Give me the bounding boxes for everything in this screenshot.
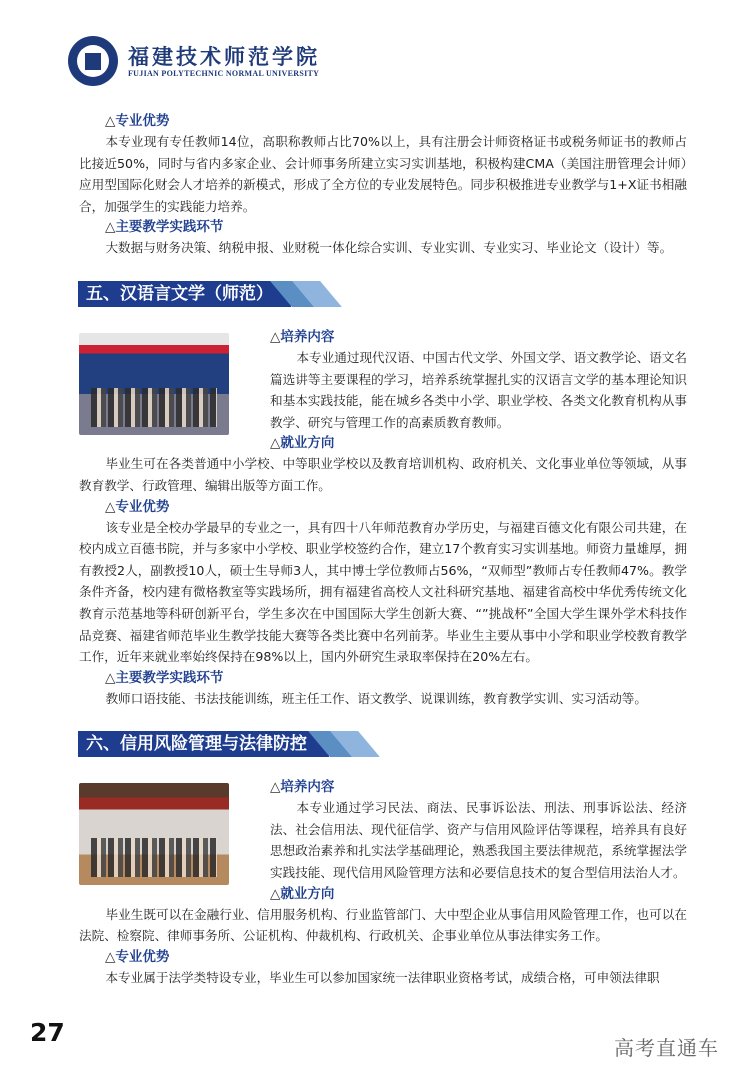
practice-text: 教师口语技能、书法技能训练，班主任工作、语文教学、说课训练，教育教学实训、实习活动等。 — [105, 690, 647, 706]
advantage-text: 该专业是全校办学最早的专业之一，具有四十八年师范教育办学历史，与福建百德文化有限公司共建，在校内成立百德书院，并与多家中小学校、职业学校签约合作，建立17个教育实习实训基地。师资力量雄厚，拥有教授2人，副教授10人，硕士生导师3人，其中博士学位教师占56%，“双师型”教师占专任教师47%。教学条件齐备，校内建有微格教室等实践场所，拥有福建省高校人文社科研究基地、福建省高校中华优秀传统文化教育示范基地等科研创新平台，学生多次在中国国际大学生创新大赛、“”挑战杯”全国大学生课外学术科技作品竞赛、福建省师范毕业生教学技能大赛等各类比赛中名列前茅。毕业生主要从事中小学和职业学校教育教学工作，近年来就业率始终保持在98%以上，国内外研究生录取率保持在20%左右。 — [79, 519, 687, 665]
section-6 — [79, 777, 687, 988]
section-6-photo — [79, 783, 229, 885]
training-heading: △培养内容 — [270, 328, 335, 345]
career-heading: △就业方向 — [270, 435, 335, 452]
advantage-text: 本专业属于法学类特设专业，毕业生可以参加国家统一法律职业资格考试，成绩合格，可申领法律职 — [105, 969, 660, 985]
training-heading: △培养内容 — [270, 779, 335, 796]
advantage-text: 本专业现有专任教师14位，高职称教师占比70%以上，具有注册会计师资格证书或税务师证书的教师占比接近50%，同时与省内多家企业、会计师事务所建立实习实训基地，积极构建CMA（美国注册管理会计师）应用型国际化财会人才培养的新模式，形成了全方位的专业发展特色。同步积极推进专业教学与1+X证书相融合，加强学生的实践能力培养。 — [79, 134, 687, 214]
practice-text: 大数据与财务决策、纳税申报、业财税一体化综合实训、专业实训、专业实习、毕业论文（设计）等。 — [105, 240, 673, 256]
practice-heading: △主要教学实践环节 — [105, 219, 224, 236]
section-6-title: 六、信用风险管理与法律防控 — [78, 731, 329, 757]
section-5 — [79, 327, 687, 709]
advantage-heading: △专业优势 — [105, 113, 170, 129]
career-heading: △就业方向 — [270, 885, 335, 902]
watermark: 高考直通车 — [614, 1036, 719, 1061]
school-seal-icon — [68, 36, 118, 86]
career-text: 毕业生既可以在金融行业、信用服务机构、行业监管部门、大中型企业从事信用风险管理工作，也可以在法院、检察院、律师事务所、公证机构、仲裁机构、行政机关、企事业单位从事法律实务工作。 — [79, 906, 687, 944]
page-footer — [0, 1018, 752, 1078]
school-logo — [68, 36, 320, 86]
section-5-photo — [79, 333, 229, 435]
advantage-heading: △专业优势 — [105, 498, 170, 515]
section-5-title-bar — [78, 281, 687, 307]
advantage-heading: △专业优势 — [105, 948, 170, 965]
page-number: 27 — [30, 1018, 65, 1048]
section-6-title-bar — [78, 731, 687, 757]
school-name-cn: 福建技术师范学院 — [128, 43, 320, 69]
school-name-en: FUJIAN POLYTECHNIC NORMAL UNIVERSITY — [128, 68, 320, 78]
training-text: 本专业通过学习民法、商法、民事诉讼法、刑法、刑事诉讼法、经济法、社会信用法、现代征信学、资产与信用风险评估等课程，培养具有良好思想政治素养和扎实法学基础理论，熟悉我国主要法律规范，系统掌握法学实践技能、现代信用风险管理方法和必要信息技术的复合型信用法治人才。 — [270, 800, 687, 881]
practice-heading: △主要教学实践环节 — [105, 669, 224, 686]
section-5-title: 五、汉语言文学（师范） — [78, 281, 291, 307]
career-text: 毕业生可在各类普通中小学校、中等职业学校以及教育培训机构、政府机关、文化事业单位等领域，从事教育教学、行政管理、编辑出版等方面工作。 — [79, 456, 687, 493]
training-text: 本专业通过现代汉语、中国古代文学、外国文学、语文教学论、语文名篇选讲等主要课程的学习，培养系统掌握扎实的汉语言文学的基本理论知识和基本实践技能，能在城乡各类中小学、职业学校、各类文化教育机构从事教学、研究与管理工作的高素质教育教师。 — [270, 349, 687, 430]
top-section — [79, 111, 687, 259]
